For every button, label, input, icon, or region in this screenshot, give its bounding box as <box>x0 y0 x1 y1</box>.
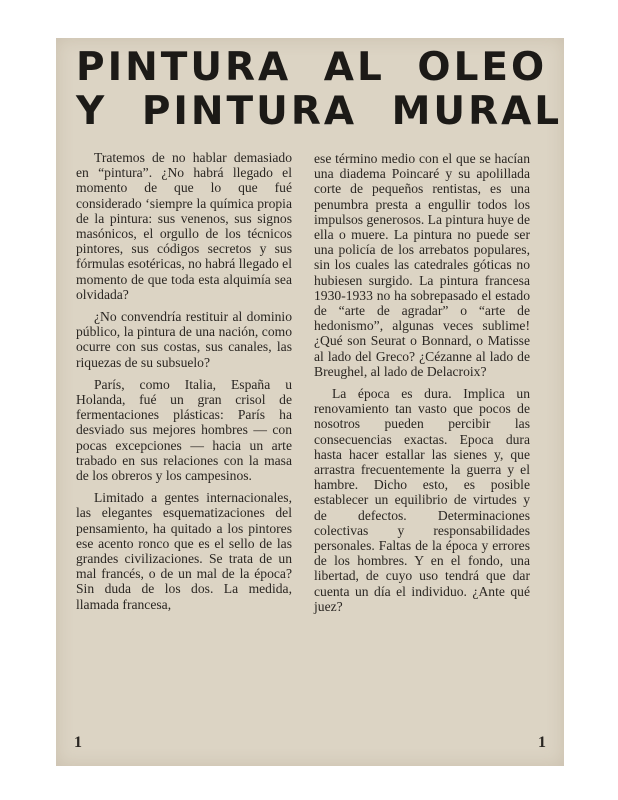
paragraph: Tratemos de no hablar demasiado en “pintura”. ¿No habrá llegado el momento de que lo que fué considerado ‘siempre la química propia de la pintura: sus venenos, sus signos masónicos, el orgullo de los técnicos pintores, sus códigos secretos y sus fórmulas esotéricas, no habrá llegado el momento de que toda esta alquimía sea olvidada? <box>76 150 292 302</box>
paragraph: Limitado a gentes internacionales, las elegantes esquematizaciones del pensamiento, ha quitado a los pintores ese acento ronco que es el sello de las grandes civilizaciones. Se trata de un mal francés, o de un mal de la época? Sin duda de los dos. La medida, llamada francesa, <box>76 490 292 612</box>
title-line-1: PINTURA AL OLEO <box>76 45 548 90</box>
page-number-left: 1 <box>74 734 82 751</box>
paragraph-continued: ese término medio con el que se hacían una diadema Poincaré y su apolillada corte de pequeños rentistas, es una penumbra presta a engullir todos los impulsos generosos. La pintura huye de ella o muere. La pintura no puede ser una policía de los arrebatos populares, sin los cuales las catedrales góticas no hubiesen surgido. La pintura francesa 1930-1933 no ha sobrepasado el estado de “arte de agradar” o “arte de hedonismo”, algunas veces sublime! ¿Qué son Seurat o Bonnard, o Matisse al lado del Greco? ¿Cézanne al lado de Breughel, al lado de Delacroix? <box>314 151 530 379</box>
page-scan <box>56 38 564 766</box>
paragraph: París, como Italia, España u Holanda, fué un gran crisol de fermentaciones plásticas: París ha desviado sus mejores hombres — con pocas excepciones — hacia un arte trabado en sus relaciones con la masa de los obreros y los campesinos. <box>76 376 292 484</box>
paragraph: La época es dura. Implica un renovamiento tan vasto que pocos de nosotros pueden percibir las consecuencias exactas. Epoca dura hasta hacer estallar las sienes y, que arrastra frecuentemente la guerra y el hambre. Dicho esto, es posible establecer un equilibrio de virtudes y de defectos. Determinaciones colectivas y responsabilidades personales. Faltas de la época y errores de los hombres. Y en el fondo, una libertad, de cuyo uso tendrá que dar cuenta un día el individuo. ¿Ante qué juez? <box>314 386 530 614</box>
right-column <box>314 151 530 621</box>
paragraph: ¿No convendría restituir al dominio público, la pintura de una nación, como ocurre con sus costas, sus canales, las riquezas de su subsuelo? <box>76 309 292 370</box>
page-number-right: 1 <box>538 734 546 751</box>
left-column <box>76 150 292 619</box>
article-title <box>76 45 563 134</box>
title-line-2: Y PINTURA MURAL <box>76 89 563 134</box>
